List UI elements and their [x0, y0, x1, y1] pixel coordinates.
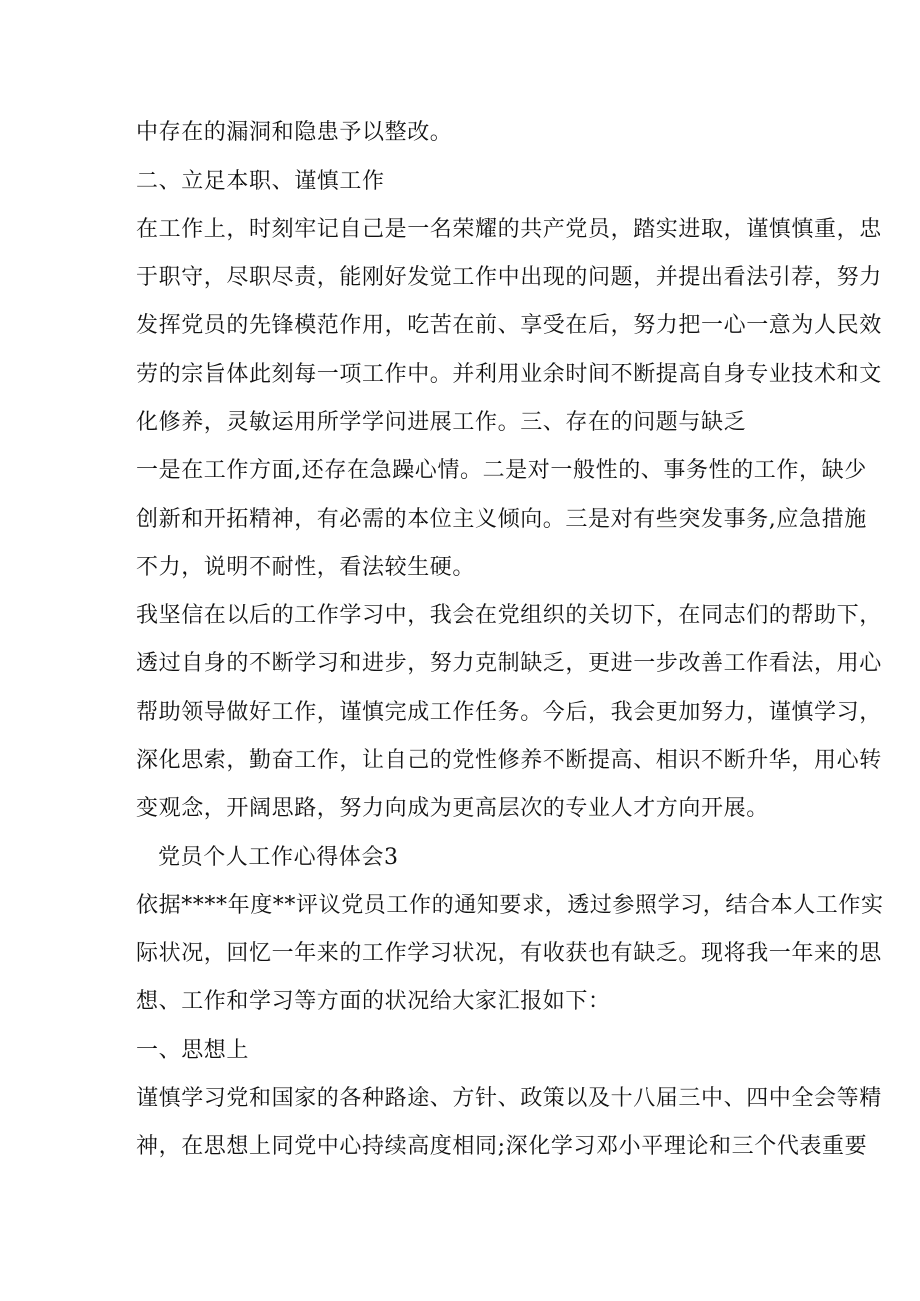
paragraph-line: 依据****年度**评议党员工作的通知要求，透过参照学习，结合本人工作实 [136, 893, 884, 918]
paragraph-line: 透过自身的不断学习和进步，努力克制缺乏，更进一步改善工作看法，用心 [136, 651, 882, 676]
paragraph-line: 化修养，灵敏运用所学学问进展工作。三、存在的问题与缺乏 [136, 410, 747, 435]
paragraph-line: 际状况，回忆一年来的工作学习状况，有收获也有缺乏。现将我一年来的思 [136, 941, 882, 966]
paragraph-line: 于职守，尽职尽责，能刚好发觉工作中出现的问题，并提出看法引荐，努力 [136, 265, 882, 290]
paragraph-line: 我坚信在以后的工作学习中，我会在党组织的关切下，在同志们的帮助下， [136, 603, 882, 628]
paragraph-line: 变观念，开阔思路，努力向成为更高层次的专业人才方向开展。 [136, 796, 769, 821]
paragraph-line: 深化思索，勤奋工作，让自己的党性修养不断提高、相识不断升华，用心转 [136, 748, 882, 773]
paragraph-line: 发挥党员的先锋模范作用，吃苦在前、享受在后，努力把一心一意为人民效 [136, 313, 882, 338]
paragraph-line: 想、工作和学习等方面的状况给大家汇报如下： [136, 989, 611, 1014]
paragraph-line: 中存在的漏洞和隐患予以整改。 [136, 120, 453, 145]
article-title: 党员个人工作心得体会3 [158, 845, 399, 870]
paragraph-line: 一是在工作方面,还存在急躁心情。二是对一般性的、事务性的工作，缺少 [136, 458, 867, 483]
paragraph-line: 神，在思想上同党中心持续高度相同;深化学习邓小平理论和三个代表重要 [136, 1134, 868, 1159]
paragraph-line: 不力，说明不耐性，看法较生硬。 [136, 555, 476, 580]
section-heading: 一、思想上 [136, 1038, 250, 1063]
paragraph-line: 劳的宗旨体此刻每一项工作中。并利用业余时间不断提高自身专业技术和文 [136, 362, 882, 387]
paragraph-line: 在工作上，时刻牢记自己是一名荣耀的共产党员，踏实进取，谨慎慎重，忠 [136, 217, 882, 242]
paragraph-line: 创新和开拓精神，有必需的本位主义倾向。三是对有些突发事务,应急措施 [136, 507, 867, 532]
section-heading: 二、立足本职、谨慎工作 [136, 169, 385, 194]
paragraph-line: 帮助领导做好工作，谨慎完成工作任务。今后，我会更加努力，谨慎学习， [136, 700, 882, 725]
paragraph-line: 谨慎学习党和国家的各种路途、方针、政策以及十八届三中、四中全会等精 [136, 1086, 882, 1111]
